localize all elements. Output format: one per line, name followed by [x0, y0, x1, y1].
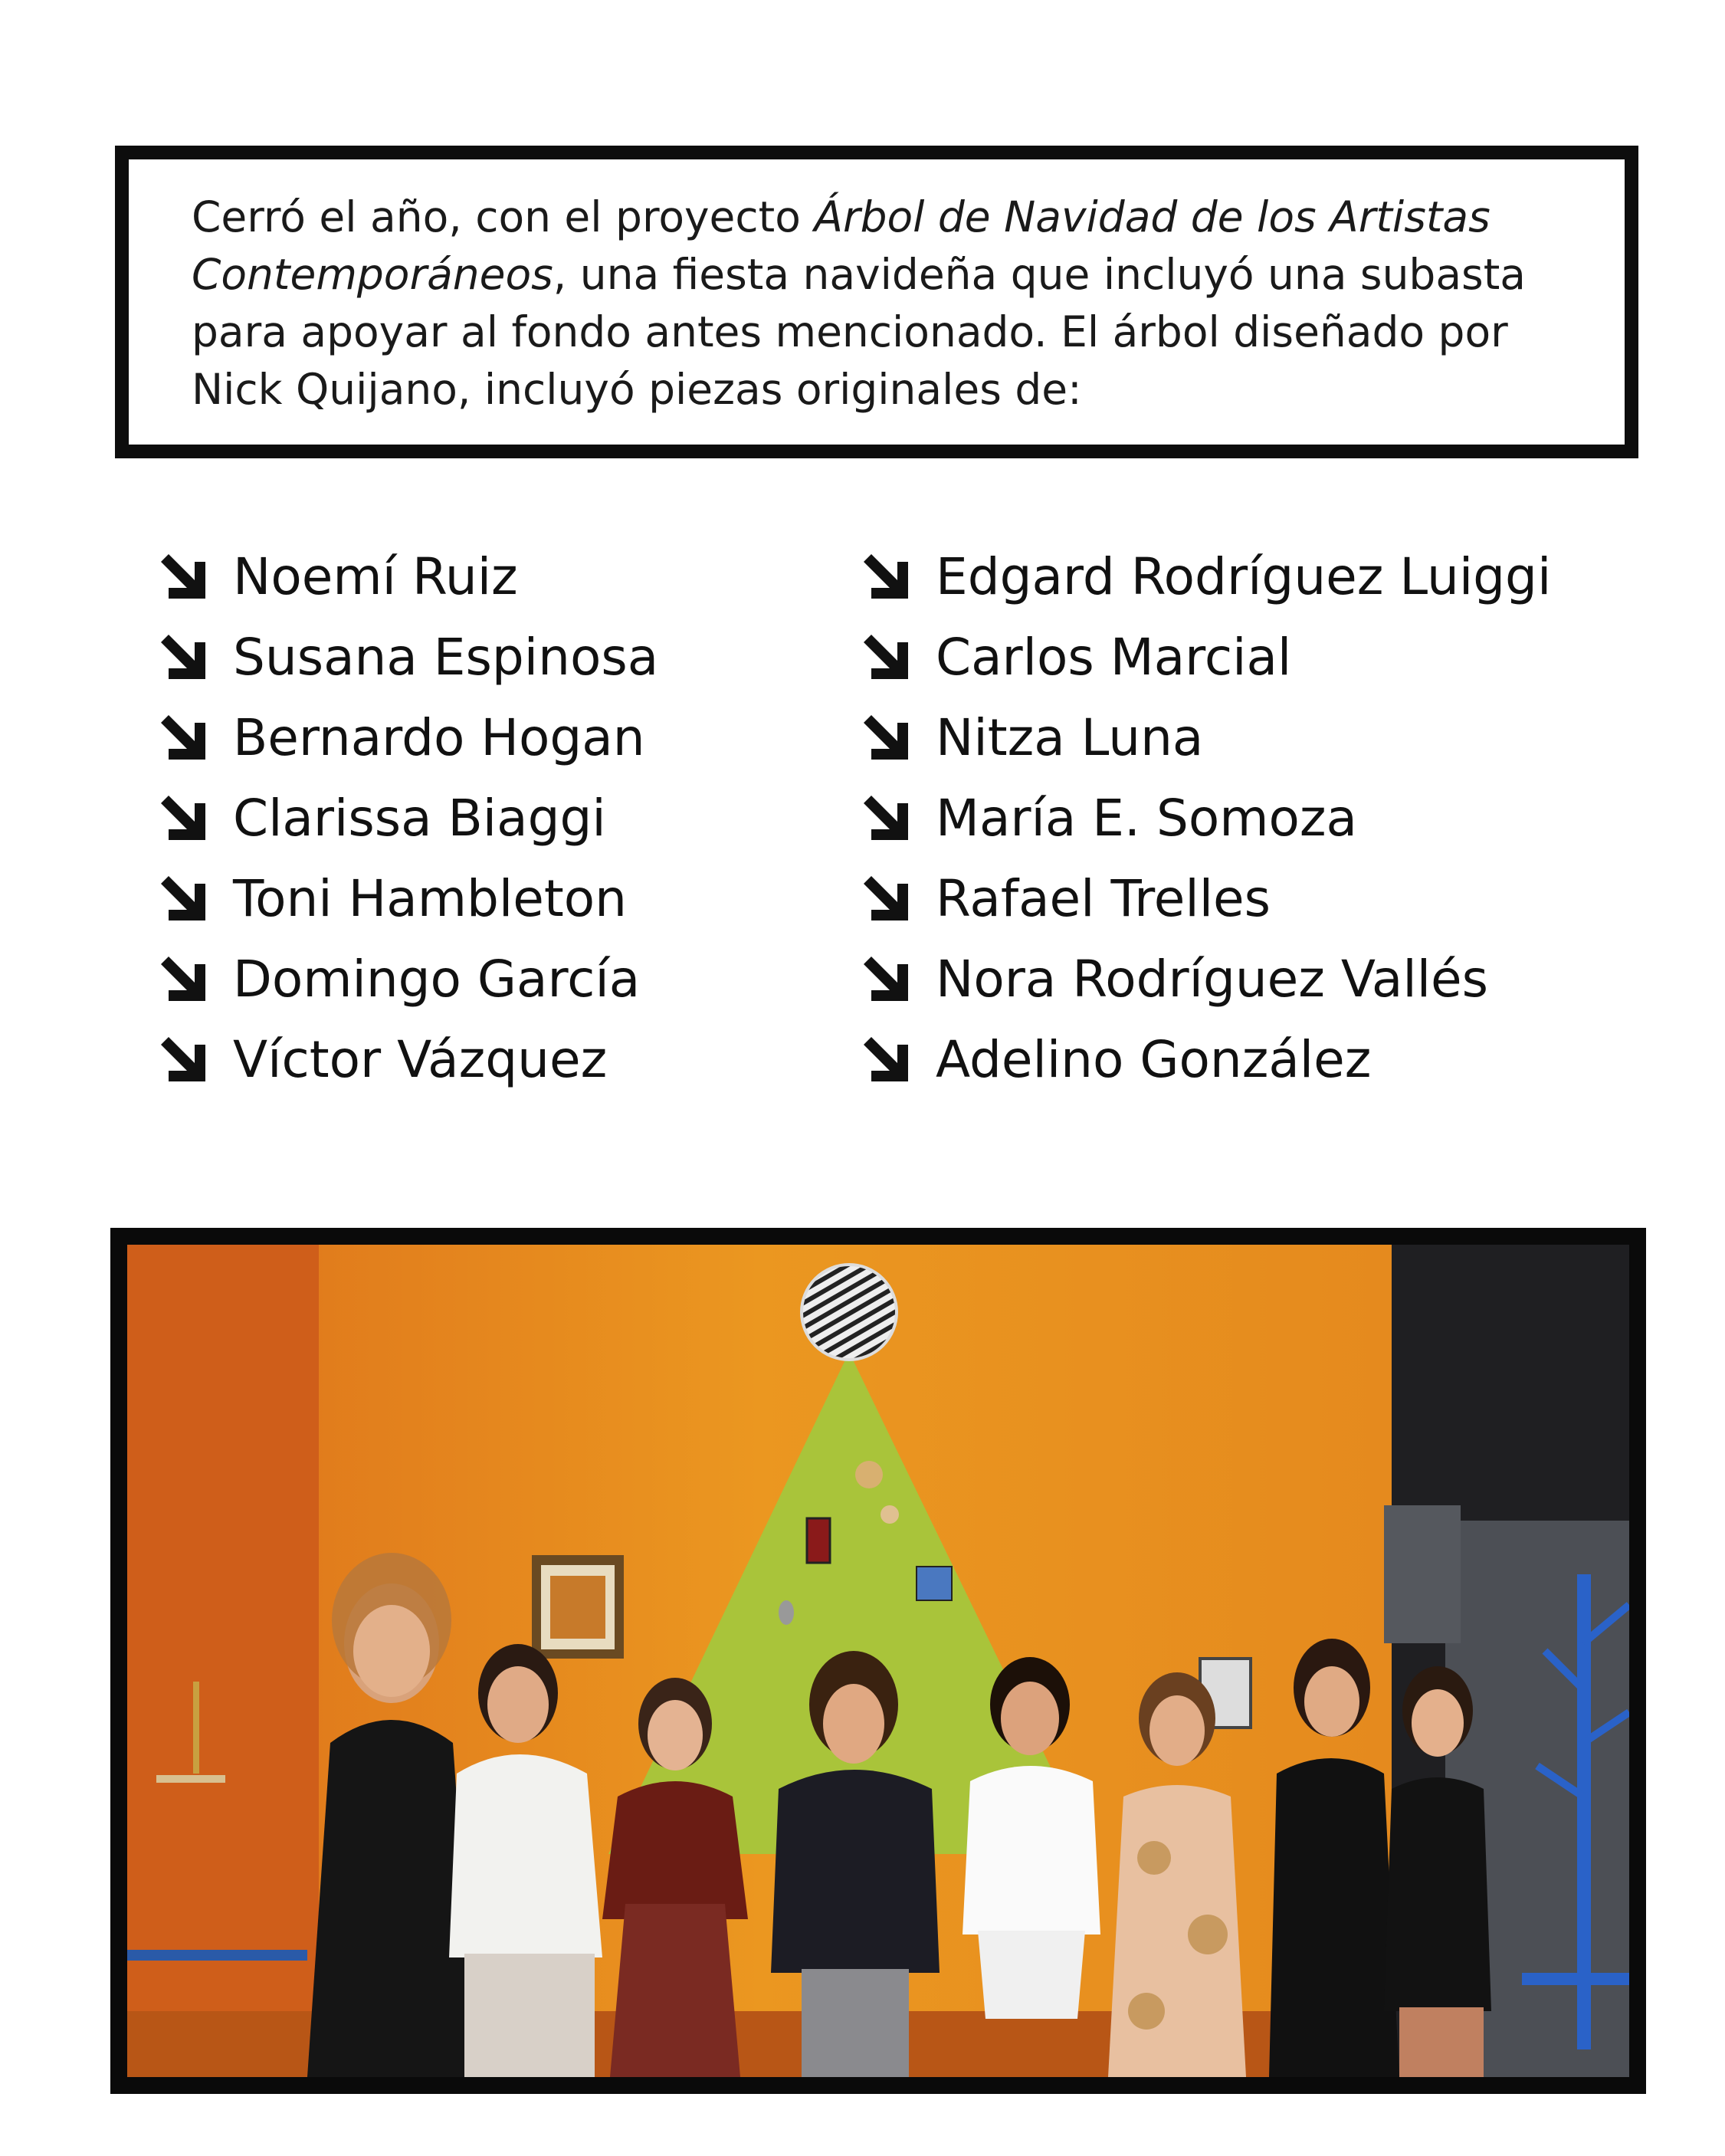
arrow-down-right-icon [864, 957, 910, 1003]
artist-list-right [864, 537, 1551, 1100]
intro-text-end: , una fiesta navideña que incluyó una subasta para apoyar al fondo antes mencionado. El árbol diseñado por Nick Quijano, incluyó piezas originales de: [192, 250, 1526, 414]
list-item [161, 778, 658, 858]
artist-name: Toni Hambleton [233, 869, 627, 928]
artist-name: Rafael Trelles [936, 869, 1271, 928]
arrow-down-right-icon [161, 635, 207, 681]
list-item [864, 697, 1551, 778]
list-item [161, 617, 658, 697]
photo-frame [110, 1228, 1646, 2094]
list-item [864, 537, 1551, 617]
arrow-down-right-icon [161, 796, 207, 842]
arrow-down-right-icon [864, 1037, 910, 1083]
artist-name: Nora Rodríguez Vallés [936, 950, 1489, 1009]
list-item [161, 939, 658, 1019]
artist-name: Nitza Luna [936, 708, 1204, 767]
intro-box [115, 146, 1638, 458]
artist-name: Víctor Vázquez [233, 1030, 608, 1089]
striped-ornament [802, 1265, 897, 1360]
arrow-down-right-icon [161, 554, 207, 600]
group-photo [127, 1245, 1629, 2077]
arrow-down-right-icon [161, 1037, 207, 1083]
list-item [161, 858, 658, 939]
artist-name: Domingo García [233, 950, 641, 1009]
list-item [161, 1019, 658, 1100]
artist-list-left [161, 537, 658, 1100]
artist-name: Susana Espinosa [233, 628, 659, 687]
artist-name: Edgard Rodríguez Luiggi [936, 547, 1552, 606]
arrow-down-right-icon [864, 715, 910, 761]
arrow-down-right-icon [864, 796, 910, 842]
list-item [864, 858, 1551, 939]
arrow-down-right-icon [864, 554, 910, 600]
artist-name: Clarissa Biaggi [233, 789, 606, 848]
artist-name: María E. Somoza [936, 789, 1357, 848]
artist-name: Adelino González [936, 1030, 1372, 1089]
project-title: Árbol de Navidad de los Artistas Contemporáneos [192, 192, 1491, 299]
list-item [864, 617, 1551, 697]
list-item [864, 778, 1551, 858]
artist-name: Noemí Ruiz [233, 547, 518, 606]
list-item [161, 537, 658, 617]
list-item [161, 697, 658, 778]
intro-text-start: Cerró el año, con el proyecto [192, 192, 815, 241]
arrow-down-right-icon [864, 635, 910, 681]
arrow-down-right-icon [161, 957, 207, 1003]
artist-name: Bernardo Hogan [233, 708, 645, 767]
list-item [864, 1019, 1551, 1100]
artist-name: Carlos Marcial [936, 628, 1292, 687]
arrow-down-right-icon [161, 876, 207, 922]
intro-paragraph [192, 189, 1602, 418]
arrow-down-right-icon [864, 876, 910, 922]
arrow-down-right-icon [161, 715, 207, 761]
list-item [864, 939, 1551, 1019]
